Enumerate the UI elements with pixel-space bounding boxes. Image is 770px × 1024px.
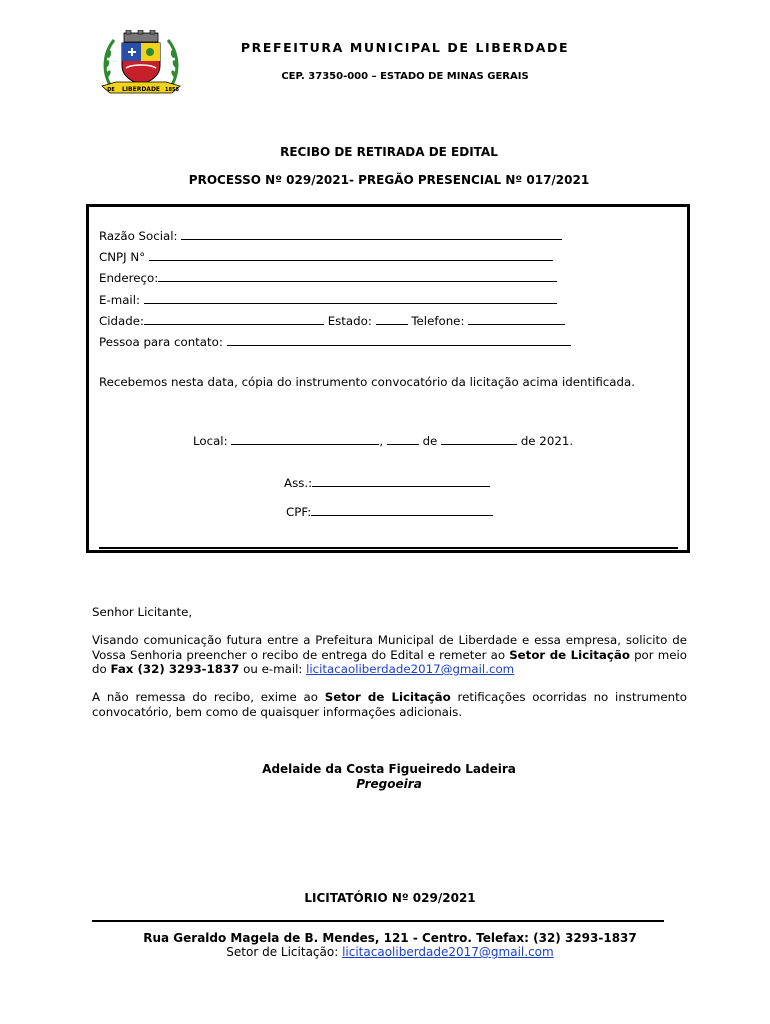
p2-setor-bold: Setor de Licitação: [324, 690, 451, 704]
p1-text-e: ou e-mail:: [239, 662, 307, 676]
letter-paragraph-1: [92, 633, 687, 677]
razao-social-row: [99, 228, 562, 243]
year-label: de 2021.: [520, 434, 574, 448]
signatory-role: Pregoeira: [356, 777, 422, 791]
endereco-field[interactable]: [158, 270, 557, 282]
month-field[interactable]: [441, 433, 517, 445]
footer-sector-label: Setor de Licitação:: [226, 945, 343, 959]
declaration-text: Recebemos nesta data, cópia do instrumento convocatório da licitação acima identificada.: [99, 375, 635, 389]
signatory-name: Adelaide da Costa Figueiredo Ladeira: [262, 762, 516, 776]
crest-ribbon-right: 1858: [165, 87, 179, 93]
endereco-row: [99, 270, 557, 285]
cidade-field[interactable]: [144, 313, 324, 325]
document-title: RECIBO DE RETIRADA DE EDITAL: [280, 145, 498, 159]
crest-ribbon-left: DE: [107, 87, 115, 93]
local-date-row: [193, 433, 573, 448]
estado-label: Estado:: [327, 314, 372, 328]
process-number: PROCESSO Nº 029/2021- PREGÃO PRESENCIAL Nº 017/2021: [188, 173, 590, 187]
cpf-field[interactable]: [311, 504, 493, 516]
email-label: E-mail:: [99, 293, 140, 307]
p2-text-a: A não remessa do recibo, exime ao: [92, 690, 325, 704]
p2-text-c: retificações ocorridas no instrumento convocatório, bem como de quaisquer informações adicionais.: [92, 690, 687, 719]
letter-greeting: Senhor Licitante,: [92, 605, 193, 619]
razao-social-label: Razão Social:: [99, 229, 178, 243]
cpf-row: [286, 504, 493, 519]
estado-field[interactable]: [376, 313, 408, 325]
cnpj-row: [99, 249, 553, 264]
p1-text-a: Visando comunicação futura entre a Prefeitura Municipal de Liberdade e essa empresa, solicito de Vossa Senhoria preencher o recibo de entrega do Edital e remeter ao: [92, 633, 687, 662]
razao-social-field[interactable]: [181, 228, 562, 240]
crest-ribbon-text: LIBERDADE: [121, 86, 161, 93]
p1-setor-bold: Setor de Licitação: [509, 647, 630, 662]
local-label: Local:: [193, 434, 228, 448]
form-bottom-rule: [99, 547, 678, 549]
receipt-form: [86, 204, 690, 553]
day-field[interactable]: [387, 433, 419, 445]
email-field[interactable]: [144, 292, 557, 304]
municipality-subtitle: CEP. 37350-000 – ESTADO DE MINAS GERAIS: [281, 71, 529, 82]
cidade-row: [99, 313, 565, 328]
licitatorio-number: LICITATÓRIO Nº 029/2021: [304, 891, 476, 905]
p1-email-link[interactable]: licitacaoliberdade2017@gmail.com: [306, 662, 515, 676]
endereco-label: Endereço:: [99, 271, 159, 285]
footer-email-link[interactable]: licitacaoliberdade2017@gmail.com: [342, 945, 554, 959]
p1-text-c: por meio do: [92, 647, 687, 676]
local-comma: ,: [379, 434, 384, 448]
email-row: [99, 292, 557, 307]
telefone-label: Telefone:: [411, 314, 465, 328]
footer-rule: [92, 920, 664, 922]
ass-label: Ass.:: [284, 476, 313, 490]
cnpj-label: CNPJ N°: [99, 250, 146, 264]
contato-row: [99, 334, 571, 349]
contato-label: Pessoa para contato:: [99, 335, 223, 349]
ass-row: [284, 475, 490, 490]
municipality-title: PREFEITURA MUNICIPAL DE LIBERDADE: [240, 40, 570, 55]
p1-fax-bold: Fax (32) 3293-1837: [110, 662, 240, 676]
contato-field[interactable]: [227, 334, 571, 346]
cnpj-field[interactable]: [149, 249, 553, 261]
footer-sector: [0, 945, 770, 959]
cidade-label: Cidade:: [99, 314, 144, 328]
footer-address: Rua Geraldo Magela de B. Mendes, 121 - Centro. Telefax: (32) 3293-1837: [143, 931, 637, 945]
telefone-field[interactable]: [468, 313, 565, 325]
date-de-label: de: [422, 434, 438, 448]
local-field[interactable]: [231, 433, 379, 445]
letter-paragraph-2: [92, 690, 687, 719]
ass-field[interactable]: [312, 475, 490, 487]
cpf-label: CPF:: [286, 505, 312, 519]
